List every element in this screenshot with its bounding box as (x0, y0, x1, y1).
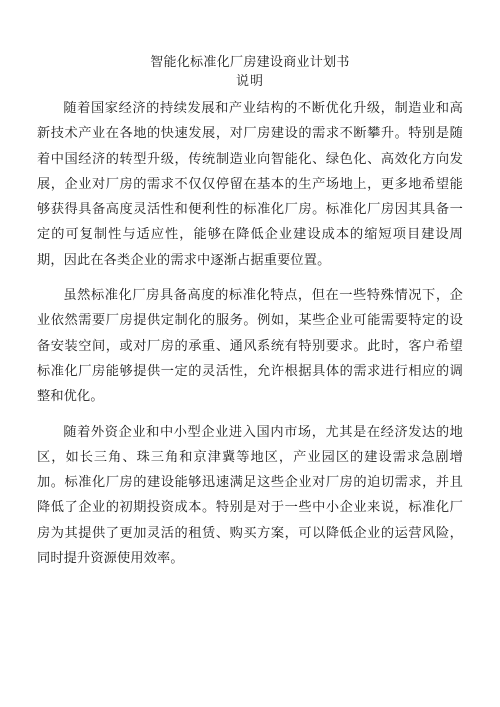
document-title: 智能化标准化厂房建设商业计划书 (150, 55, 350, 70)
document-body (37, 96, 463, 571)
paragraph-3: 随着外资企业和中小型企业进入国内市场，尤其是在经济发达的地区，如长三角、珠三角和京津冀等地区，产业园区的建设需求急剧增加。标准化厂房的建设能够迅速满足这些企业对厂房的迫切需求，并且降低了企业的初期投资成本。特别是对于一些中小企业来说，标准化厂房为其提供了更加灵活的租赁、购买方案，可以降低企业的运营风险，同时提升资源使用效率。 (37, 424, 463, 567)
paragraph-2: 虽然标准化厂房具备高度的标准化特点，但在一些特殊情况下，企业依然需要厂房提供定制化的服务。例如，某些企业可能需要特定的设备安装空间，或对厂房的承重、通风系统有特别要求。此时，客户希望标准化厂房能够提供一定的灵活性，允许根据具体的需求进行相应的调整和优化。 (37, 288, 463, 405)
document-subtitle: 说明 (235, 74, 264, 89)
paragraph-1: 随着国家经济的持续发展和产业结构的不断优化升级，制造业和高新技术产业在各地的快速发展，对厂房建设的需求不断攀升。特别是随着中国经济的转型升级，传统制造业向智能化、绿色化、高效化方向发展，企业对厂房的需求不仅仅停留在基本的生产场地上，更多地希望能够获得具备高度灵活性和便利性的标准化厂房。标准化厂房因其具备一定的可复制性与适应性，能够在降低企业建设成本的缩短项目建设周期，因此在各类企业的需求中逐渐占据重要位置。 (37, 101, 463, 268)
